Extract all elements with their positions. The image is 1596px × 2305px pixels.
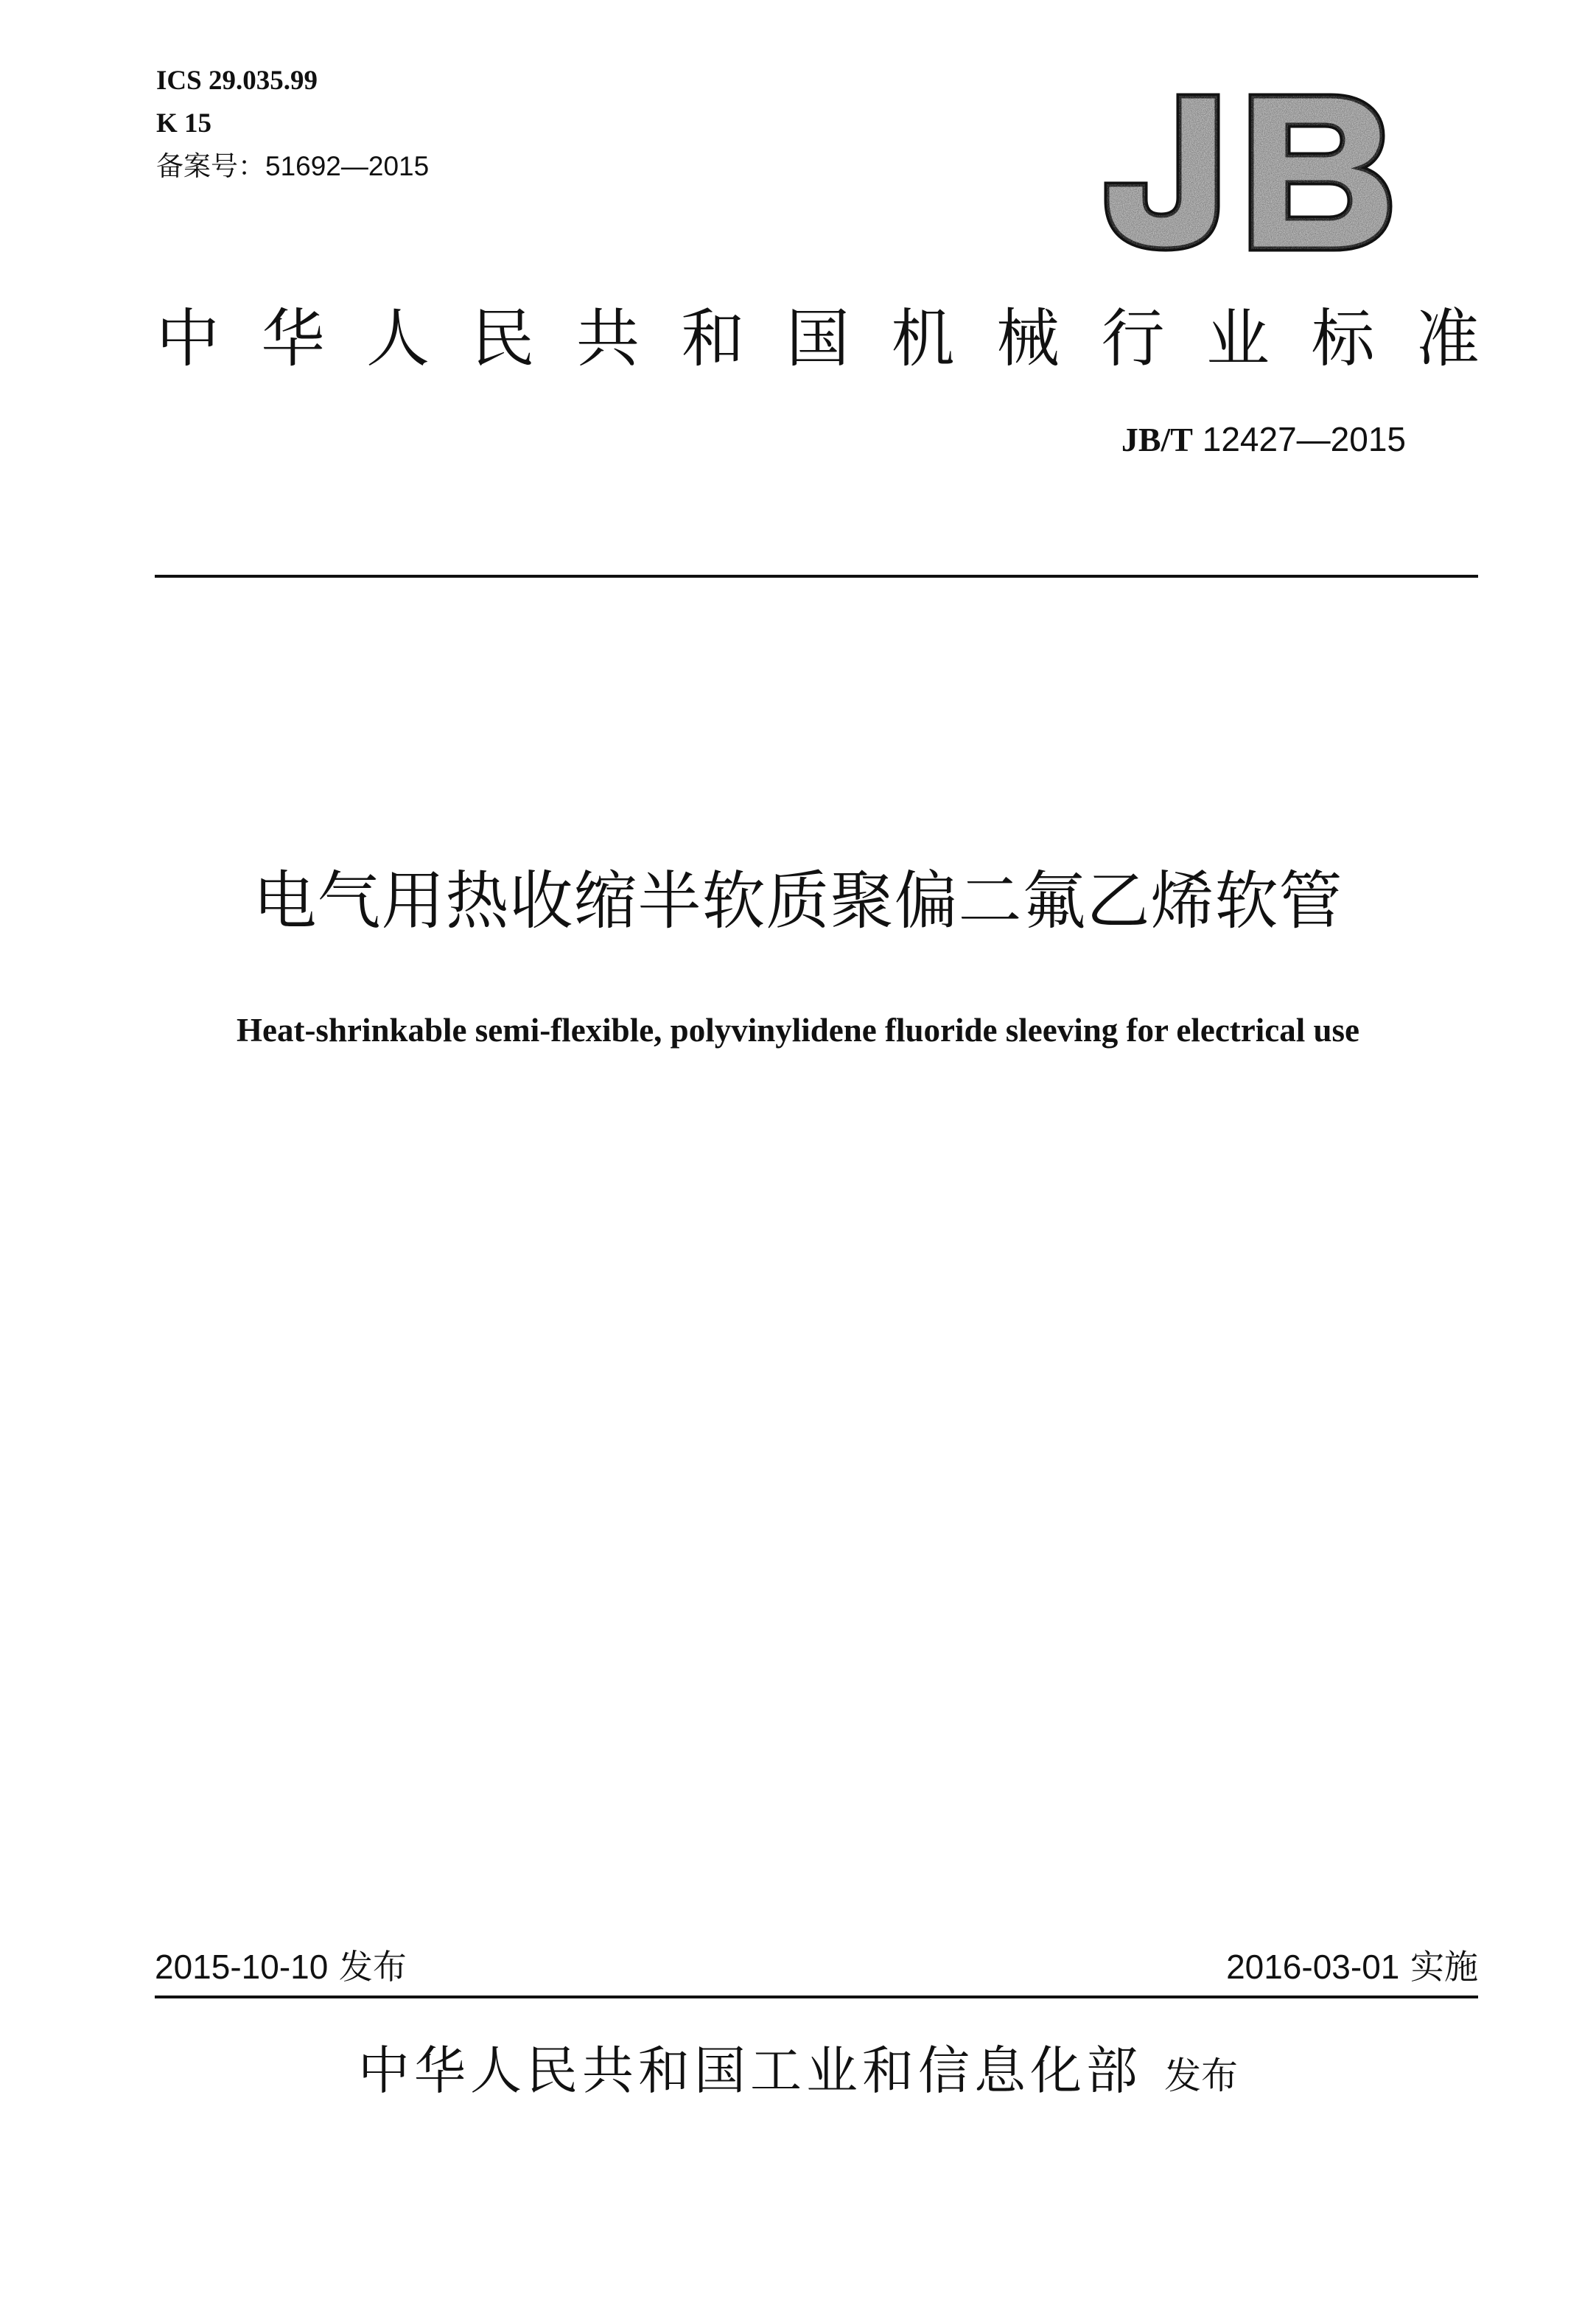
standard-organization-char: 人 [366,302,430,376]
standard-organization-char: 中 [156,302,220,376]
standard-organization-char: 华 [261,302,325,376]
standard-organization-char: 和 [681,302,745,376]
issue-date [155,1941,407,1993]
standard-number [1121,419,1406,461]
registration-label: 备案号： [156,150,265,182]
standard-organization-char: 共 [576,302,640,376]
ics-code: ICS 29.035.99 [156,66,318,96]
standard-organization-char: 业 [1206,302,1270,376]
classification-code: K 15 [156,108,212,139]
bottom-divider [155,1996,1478,1998]
issue-date-label: 发布 [328,1947,407,1987]
publisher-suffix: 发布 [1164,2054,1238,2097]
jb-logo [1098,90,1400,252]
publisher-name: 中华人民共和国工业和信息化部 [358,2040,1142,2101]
standard-organization-char: 准 [1416,302,1480,376]
standard-organization-char: 行 [1101,302,1165,376]
standard-organization-char: 民 [471,302,535,376]
standard-organization-char: 械 [996,302,1060,376]
implementation-date [1226,1941,1478,1993]
standard-number-value: 12427—2015 [1192,420,1406,458]
document-title-zh: 电气用热收缩半软质聚偏二氟乙烯软管 [253,864,1343,938]
top-divider [155,575,1478,578]
issue-date-value: 2015-10-10 [155,1948,329,1986]
standard-organization-char: 标 [1311,302,1375,376]
implementation-date-label: 实施 [1399,1947,1478,1987]
jb-logo-letters [1107,96,1390,249]
document-title-en: Heat-shrinkable semi-flexible, polyvinylidene fluoride sleeving for electrical use [236,1012,1359,1049]
registration-number: 51692—2015 [265,151,430,181]
implementation-date-value: 2016-03-01 [1226,1948,1400,1986]
standard-organization-char: 机 [891,302,955,376]
publisher [0,2034,1596,2113]
standard-number-prefix: JB/T [1121,421,1193,458]
date-row [155,1941,1478,1993]
registration-line [156,150,429,183]
standard-organization-title [156,295,1480,383]
standard-organization-char: 国 [786,302,850,376]
